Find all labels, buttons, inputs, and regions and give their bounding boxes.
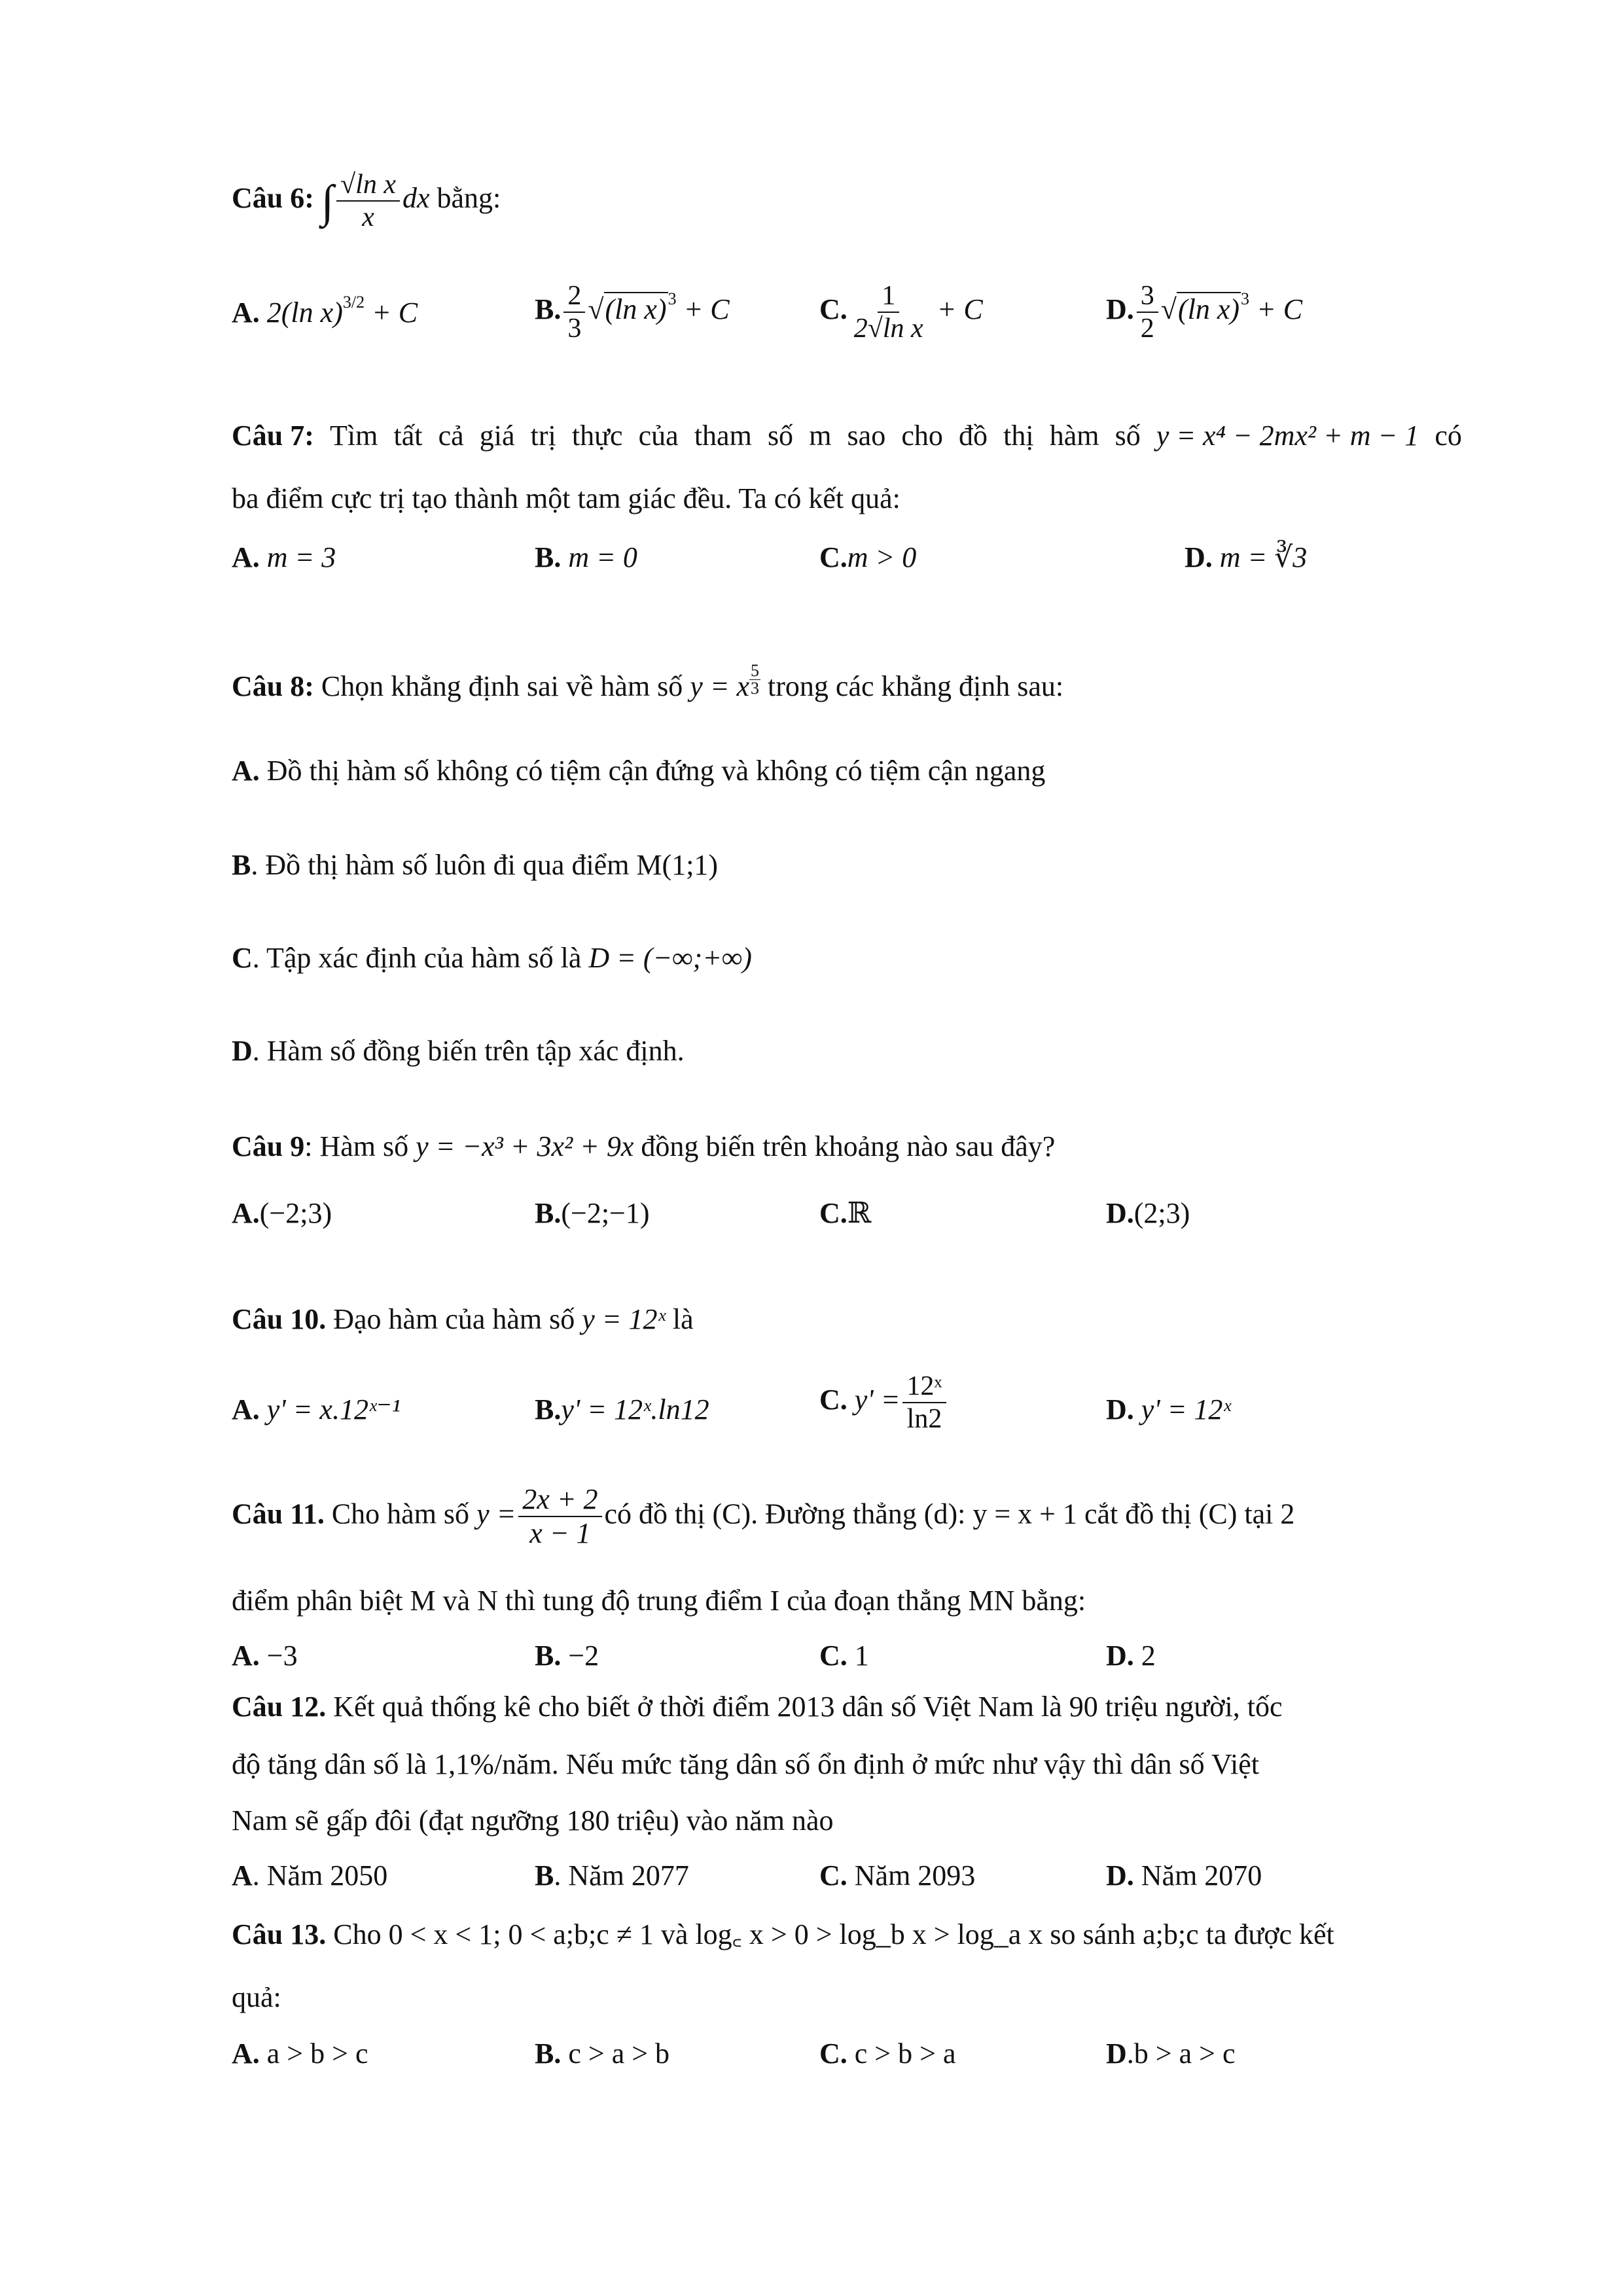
q9-stem: Câu 9: Hàm số y = −x³ + 3x² + 9x đồng biến trên khoảng nào sau đây?: [232, 1130, 1056, 1162]
q6-option-a[interactable]: A. 2(ln x)$^{3/2}$ + C: [232, 293, 418, 329]
q9-option-a[interactable]: A.(−2;3): [232, 1197, 332, 1229]
q11-stem-line1: Câu 11. Cho hàm số y = $\frac{2x + 2}{x - 1}$ có đồ thị (C). Đường thẳng (d): y = x + 1 cắt đồ thị (C) tại 2: [232, 1483, 1295, 1550]
q6-option-b[interactable]: B. $\frac{2}{3}$ √(ln x)$^3$ + C: [535, 281, 730, 344]
q8-statement-a[interactable]: A. Đồ thị hàm số không có tiệm cận đứng và không có tiệm cận ngang: [232, 755, 1046, 787]
q7-stem-line2: ba điểm cực trị tạo thành một tam giác đều. Ta có kết quả:: [232, 482, 901, 514]
q6-stem: Câu 6: ∫ $\frac{\text{√ln x}}{x}$ dx bằng:: [232, 170, 501, 233]
q11-option-b[interactable]: B. −2: [535, 1640, 599, 1672]
q13-stem-line2: quả:: [232, 1981, 281, 2013]
q12-stem-line2: độ tăng dân số là 1,1%/năm. Nếu mức tăng dân số ổn định ở mức như vậy thì dân số Việt: [232, 1748, 1259, 1780]
q13-stem-line1: Câu 13. Cho 0 < x < 1; 0 < a;b;c ≠ 1 và log꜀ x > 0 > log_b x > log_a x so sánh a;b;c ta được kết: [232, 1918, 1334, 1950]
q13-option-a[interactable]: A. a > b > c: [232, 2037, 368, 2070]
q11-stem-line2: điểm phân biệt M và N thì tung độ trung điểm I của đoạn thẳng MN bằng:: [232, 1585, 1086, 1617]
q6-option-c[interactable]: C. $\frac{1}{\text{2√ln x}}$ + C: [819, 281, 983, 344]
q7-option-c[interactable]: C.m > 0: [819, 541, 917, 573]
q10-option-b[interactable]: B.y' = 12ˣ.ln12: [535, 1393, 709, 1426]
q7-option-a[interactable]: A. m = 3: [232, 541, 336, 573]
q13-option-c[interactable]: C. c > b > a: [819, 2037, 956, 2070]
q7-option-d[interactable]: D. m = ∛3: [1185, 541, 1308, 573]
q8-statement-d[interactable]: D. Hàm số đồng biến trên tập xác định.: [232, 1035, 685, 1067]
q9-option-d[interactable]: D.(2;3): [1106, 1197, 1190, 1229]
q9-option-b[interactable]: B.(−2;−1): [535, 1197, 650, 1229]
sqrt-icon: √: [1160, 293, 1177, 326]
q7-option-b[interactable]: B. m = 0: [535, 541, 637, 573]
q12-option-c[interactable]: C. Năm 2093: [819, 1859, 976, 1892]
q10-option-a[interactable]: A. y' = x.12ˣ⁻¹: [232, 1393, 401, 1426]
q6-label: Câu 6:: [232, 182, 314, 215]
q8-statement-b[interactable]: B. Đồ thị hàm số luôn đi qua điểm M(1;1): [232, 849, 719, 881]
q12-stem-line1: Câu 12. Kết quả thống kê cho biết ở thời điểm 2013 dân số Việt Nam là 90 triệu người, tốc: [232, 1691, 1283, 1723]
integral-sign-icon: ∫: [321, 177, 334, 228]
q7-stem-line1: Câu 7: Tìm tất cả giá trị thực của tham số m sao cho đồ thị hàm số y = x⁴ − 2mx² + m − 1 có: [232, 420, 1462, 452]
q10-option-d[interactable]: D. y' = 12ˣ: [1106, 1393, 1231, 1426]
q6-option-d[interactable]: D. $\frac{3}{2}$ √(ln x)$^3$ + C: [1106, 281, 1303, 344]
q12-option-a[interactable]: A. Năm 2050: [232, 1859, 388, 1892]
q6-suffix: bằng:: [437, 182, 501, 215]
q12-option-b[interactable]: B. Năm 2077: [535, 1859, 689, 1892]
q13-option-d[interactable]: D.b > a > c: [1106, 2037, 1236, 2070]
sqrt-icon: √: [588, 293, 604, 326]
q11-option-c[interactable]: C. 1: [819, 1640, 869, 1672]
q6-integrand: $\frac{\text{√ln x}}{x}$: [336, 170, 400, 232]
q10-option-c[interactable]: C. y' = $\frac{\text{12ˣ}}{\ln 2}$: [819, 1372, 949, 1433]
q10-stem: Câu 10. Đạo hàm của hàm số y = 12ˣ là: [232, 1303, 694, 1335]
q11-option-a[interactable]: A. −3: [232, 1640, 298, 1672]
q8-stem: Câu 8: Chọn khẳng định sai về hàm số y = x $\frac{5}{3}$ trong các khẳng định sau:: [232, 661, 1064, 702]
q8-statement-c[interactable]: C. Tập xác định của hàm số là D = (−∞;+∞): [232, 942, 752, 974]
q13-option-b[interactable]: B. c > a > b: [535, 2037, 670, 2070]
q11-option-d[interactable]: D. 2: [1106, 1640, 1156, 1672]
q9-option-c[interactable]: C.ℝ: [819, 1197, 872, 1229]
q12-option-d[interactable]: D. Năm 2070: [1106, 1859, 1262, 1892]
q12-stem-line3: Nam sẽ gấp đôi (đạt ngưỡng 180 triệu) vào năm nào: [232, 1804, 834, 1837]
